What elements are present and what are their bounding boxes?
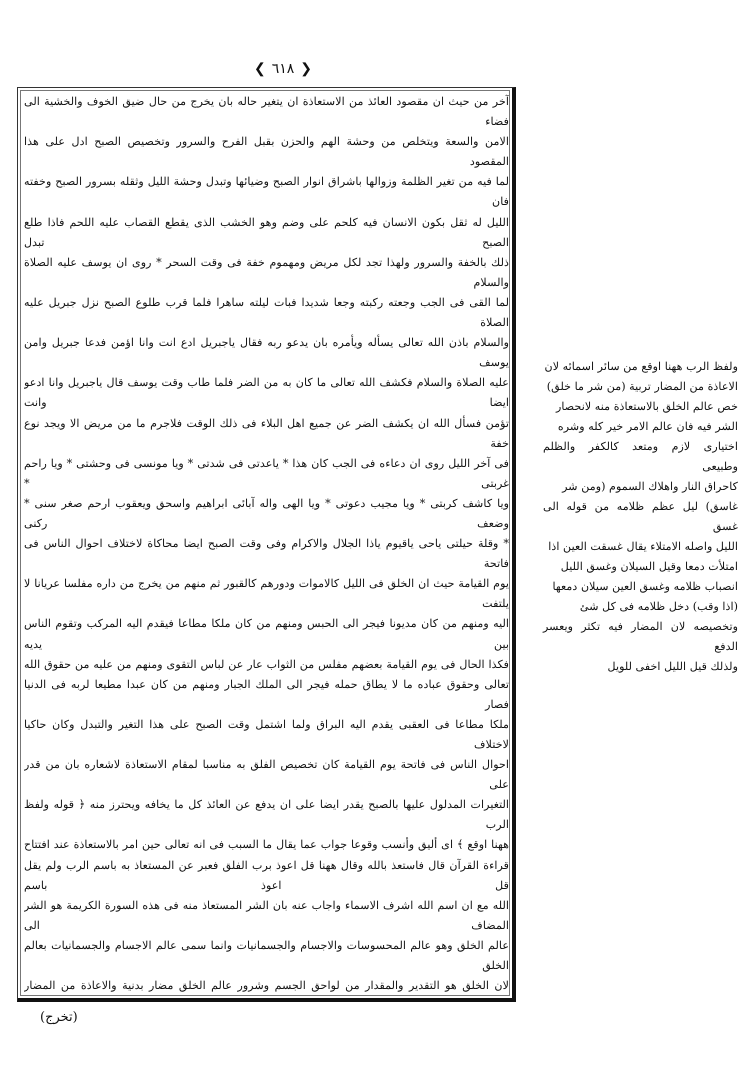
main-text-line: فى آخر الليل روى ان دعاءه فى الجب كان هذا * ياعدتى فى شدتى * ويا مونسى فى وحشتى * ويا راحم غربتى * bbox=[24, 456, 509, 490]
margin-note-line: كاحراق النار واهلاك السموم (ومن شر bbox=[562, 480, 738, 493]
main-text-line: ههنا اوقع ﴾ اى أليق وأنسب وقوعا جواب عما يقال ما السبب فى انه تعالى حين امر بالاستعاذة عند افتتاح bbox=[24, 838, 509, 852]
main-text-line: * وقلة حيلتى ياحى ياقيوم ياذا الجلال والاكرام وفى وقت الصبح ايضا محاكاة لاختلاف احوال الناس فى فاتحة bbox=[24, 537, 509, 571]
margin-note-line: ولفظ الرب ههنا اوقع من سائر اسمائه لان bbox=[544, 360, 738, 373]
margin-note-line: اختيارى لازم ومتعد كالكفر والظلم وطبيعى bbox=[543, 440, 738, 473]
main-text-line: احوال الناس فى فاتحة يوم القيامة كان تخصيص الفلق به مناسبا لمقام الاستعاذة لاشعاره بان من قدر على bbox=[24, 758, 509, 792]
margin-note-line: امتلأت دمعا وقيل السيلان وغسق الليل bbox=[560, 560, 738, 573]
main-text-line: تؤمن فسأل الله ان يكشف الضر عن جميع اهل البلاء فى ذلك الوقت فلاجرم ما من مريض الا ويجد نوع خفة bbox=[24, 416, 509, 450]
main-text-line: والسلام باذن الله تعالى يسأله ويأمره بان يدعو ربه فقال ياجبريل ادع انت وانا اؤمن فدعا جبريل وامن يوسف bbox=[24, 336, 509, 370]
main-text-line: قراءة القرآن قال فاستعذ بالله وقال ههنا قل اعوذ برب الفلق فعبر عن المستعاذ به باسم الرب ولم يقل قل اعوذ باسم bbox=[24, 858, 509, 892]
margin-note bbox=[543, 357, 738, 677]
main-text-line: لما القى فى الجب وجعته ركبته وجعا شديدا فبات ليلته ساهرا فلما قرب طلوع الصبح نزل جبريل عليه الصلاة bbox=[24, 295, 509, 330]
ornament-left-icon: ❮ bbox=[253, 61, 266, 77]
main-text-line: آخر من حيث ان مقصود العائذ من الاستعاذة ان يتغير حاله بان يخرج من حال ضيق الخوف والخشية الى فضاء bbox=[24, 95, 509, 129]
margin-note-line: انصباب ظلامه وغسق العين سيلان دمعها bbox=[552, 580, 738, 593]
main-text-line: تعالى وحقوق عباده ما لا يطاق حمله فيجر الى الملك الجبار ومنهم من كان عبدا مطيعا لربه فى الدنيا فصار bbox=[24, 677, 509, 711]
page-header bbox=[228, 58, 338, 80]
catchword: (تخرج) bbox=[40, 1010, 78, 1025]
main-text-line: فكذا الحال فى يوم القيامة بعضهم مفلس من الثواب عار عن لباس التقوى ومنهم من عليه من حقوق الله bbox=[24, 657, 509, 671]
main-text-line: لما فيه من تغير الظلمة وزوالها باشراق انوار الصبح وضيائها وتبدل وحشة الليل وثقله بسرور الصبح وخفته فان bbox=[24, 175, 509, 209]
page-number: ٦١٨ bbox=[271, 61, 295, 77]
main-text-line: التغيرات المدلول عليها بالصبح يقدر ايضا على ان يدفع عن العائذ كل ما يخافه ويحترز منه ﴿ قوله ولفظ الرب bbox=[24, 798, 509, 832]
ornament-right-icon: ❯ bbox=[300, 61, 313, 77]
margin-note-line: الشر فيه فان عالم الامر خير كله وشره bbox=[557, 420, 738, 433]
main-text-block bbox=[24, 92, 509, 997]
main-text-line: عليه الصلاة والسلام فكشف الله تعالى ما كان به من الضر فلما طاب وقت يوسف قال ياجبريل وانا ادعو ايضا وانت bbox=[24, 376, 509, 410]
margin-note-line: الليل واصله الامتلاء يقال غسقت العين اذا bbox=[548, 540, 738, 553]
main-text-line: الليل له ثقل بكون الانسان فيه كلحم على وضم وهو الخشب الذى يقطع القصاب عليه اللحم فاذا طلع الصبح تبدل bbox=[24, 215, 509, 249]
main-text-line: لان الخلق هو التقدير والمقدار من لواحق الجسم وشرور عالم الخلق مضار بدنية والاعاذة من المضار bbox=[24, 979, 509, 993]
main-text-line: ملكا مطاعا فى العقبى يقدم اليه البراق ولما اشتمل وقت الصبح على هذا التغير والتبدل وكان حاكيا لاختلاف bbox=[24, 717, 509, 751]
main-text-line: الامن والسعة ويتخلص من وحشة الهم والحزن بقبل الفرح والسرور وتخصيص الصبح ادل على هذا المقصود bbox=[24, 135, 509, 169]
main-text-line: الله مع ان اسم الله اشرف الاسماء واجاب عنه بان الشر المستعاذ منه فى هذه السورة الكريمة هو الشر المضاف الى bbox=[24, 898, 509, 932]
main-text-line: عالم الخلق وهو عالم المحسوسات والاجسام والجسمانيات وانما سمى عالم الاجسام والجسمانيات بعالم الخلق bbox=[24, 938, 509, 973]
main-text-line: يوم القيامة حيث ان الخلق فى الليل كالاموات ودورهم كالقبور ثم منهم من يخرج من داره مفلسا عريانا لا يلتفت bbox=[24, 577, 509, 611]
margin-note-line: وتخصيصه لان المضار فيه تكثر ويعسر الدفع bbox=[543, 620, 738, 653]
main-text-line: اليه ومنهم من كان مديونا فيجر الى الحبس ومنهم من كان ملكا مطاعا فيقدم اليه المركب وتقوم الناس بين يديه bbox=[24, 617, 509, 651]
margin-note-line: (اذا وقب) دخل ظلامه فى كل شئ bbox=[579, 600, 738, 613]
margin-note-line: الاعاذة من المضار تربية (من شر ما خلق) bbox=[546, 380, 738, 393]
main-text-line: ذلك بالخفة والسرور ولهذا تجد لكل مريض ومهموم خفة فى وقت السحر * روى ان يوسف عليه الصلاة والسلام bbox=[24, 255, 509, 289]
margin-note-line: غاسق) ليل عظم ظلامه من قوله الى غسق bbox=[543, 500, 738, 533]
margin-note-line: خص عالم الخلق بالاستعاذة منه لانحصار bbox=[555, 400, 738, 413]
margin-note-line: ولذلك قيل الليل اخفى للويل bbox=[607, 660, 738, 673]
main-text-line: ويا كاشف كربتى * ويا مجيب دعوتى * ويا الهى واله آبائى ابراهيم واسحق ويعقوب ارحم صغر سنى * وضعف ركنى bbox=[24, 496, 509, 530]
